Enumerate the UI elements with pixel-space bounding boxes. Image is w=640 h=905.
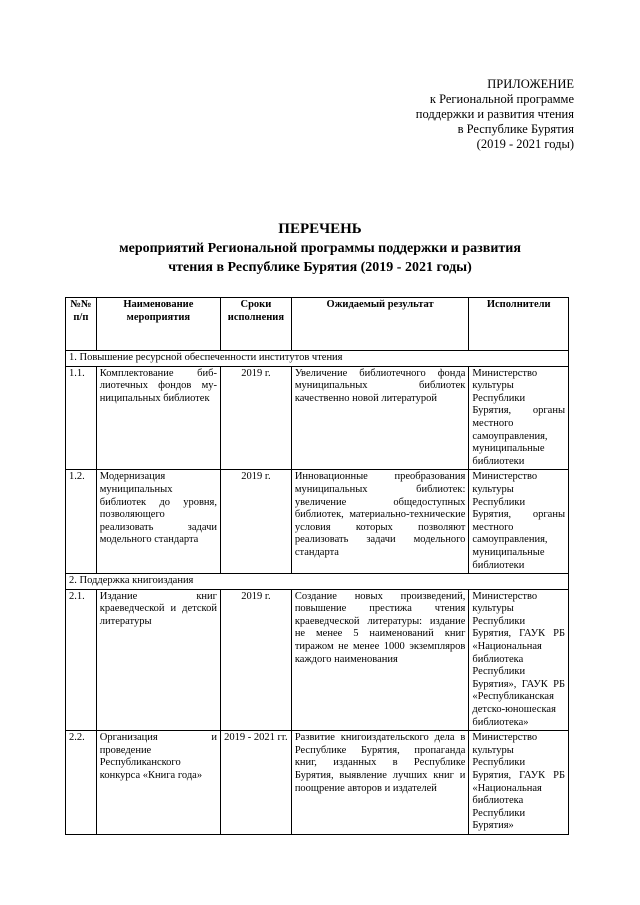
appendix-line-4: в Республике Бурятия [457, 122, 574, 136]
title-line-3: чтения в Республике Бурятия (2019 - 2021 годы) [168, 260, 472, 275]
header-name: Наименование мероприятия [96, 298, 220, 351]
row-name: Комплектование биб-лиотечных фондов му-ниципальных библиотек [96, 366, 220, 470]
row-num: 2.1. [66, 589, 97, 731]
row-executors: Министерство культуры Республики Бурятия, ГАУК РБ «Национальная библиотека Республики Бурятия» [469, 731, 569, 835]
section-2-title: 2. Поддержка книгоиздания [66, 574, 569, 590]
appendix-line-1: ПРИЛОЖЕНИЕ [487, 77, 574, 91]
row-name: Модернизация муниципальных библиотек до уровня, позволяющего реализовать задачи модельного стандарта [96, 470, 220, 574]
row-term: 2019 г. [220, 366, 291, 470]
section-row [66, 351, 569, 367]
row-result: Инновационные преобразования муниципальных библиотек: увеличение общедоступных библиотек, материально-технические условия которых позволяют реализовать задачи модельного стандарта [291, 470, 469, 574]
appendix-header [416, 77, 574, 152]
row-name: Издание книг краеведческой и детской литературы [96, 589, 220, 731]
table-row [66, 589, 569, 731]
row-executors: Министерство культуры Республики Бурятия, органы местного самоуправления, муниципальные библиотеки [469, 366, 569, 470]
header-num: №№ п/п [66, 298, 97, 351]
activities-table [65, 297, 569, 835]
row-num: 1.2. [66, 470, 97, 574]
row-num: 2.2. [66, 731, 97, 835]
row-term: 2019 г. [220, 589, 291, 731]
table-row [66, 470, 569, 574]
appendix-line-5: (2019 - 2021 годы) [476, 137, 574, 151]
row-result: Развитие книгоиздательского дела в Республике Бурятия, пропаганда книг, изданных в Республике Бурятия, выявление лучших книг и поощрение авторов и издателей [291, 731, 469, 835]
header-executors: Исполнители [469, 298, 569, 351]
row-num: 1.1. [66, 366, 97, 470]
table-header-row [66, 298, 569, 351]
header-result: Ожидаемый результат [291, 298, 469, 351]
row-result: Создание новых произведений, повышение престижа чтения краеведческой литературы: издание не менее 5 наименований книг тиражом не менее 1000 экземпляров каждого наименования [291, 589, 469, 731]
row-name: Организация и проведение Республиканского конкурса «Книга года» [96, 731, 220, 835]
appendix-line-3: поддержки и развития чтения [415, 107, 574, 121]
document-title [0, 220, 640, 277]
section-1-title: 1. Повышение ресурсной обеспеченности институтов чтения [66, 351, 569, 367]
title-heading: ПЕРЕЧЕНЬ [278, 221, 362, 237]
title-line-2: мероприятий Региональной программы поддержки и развития [119, 241, 521, 256]
section-row [66, 574, 569, 590]
appendix-line-2: к Региональной программе [429, 92, 574, 106]
row-term: 2019 г. [220, 470, 291, 574]
table-row [66, 366, 569, 470]
row-executors: Министерство культуры Республики Бурятия, ГАУК РБ «Национальная библиотека Республики Бурятия», ГАУК РБ «Республиканская детско-юношеская библиотека» [469, 589, 569, 731]
table-row [66, 731, 569, 835]
row-term: 2019 - 2021 гг. [220, 731, 291, 835]
header-term: Сроки исполнения [220, 298, 291, 351]
row-executors: Министерство культуры Республики Бурятия, органы местного самоуправления, муниципальные библиотеки [469, 470, 569, 574]
row-result: Увеличение библиотечного фонда муниципальных библиотек качественно новой литературой [291, 366, 469, 470]
